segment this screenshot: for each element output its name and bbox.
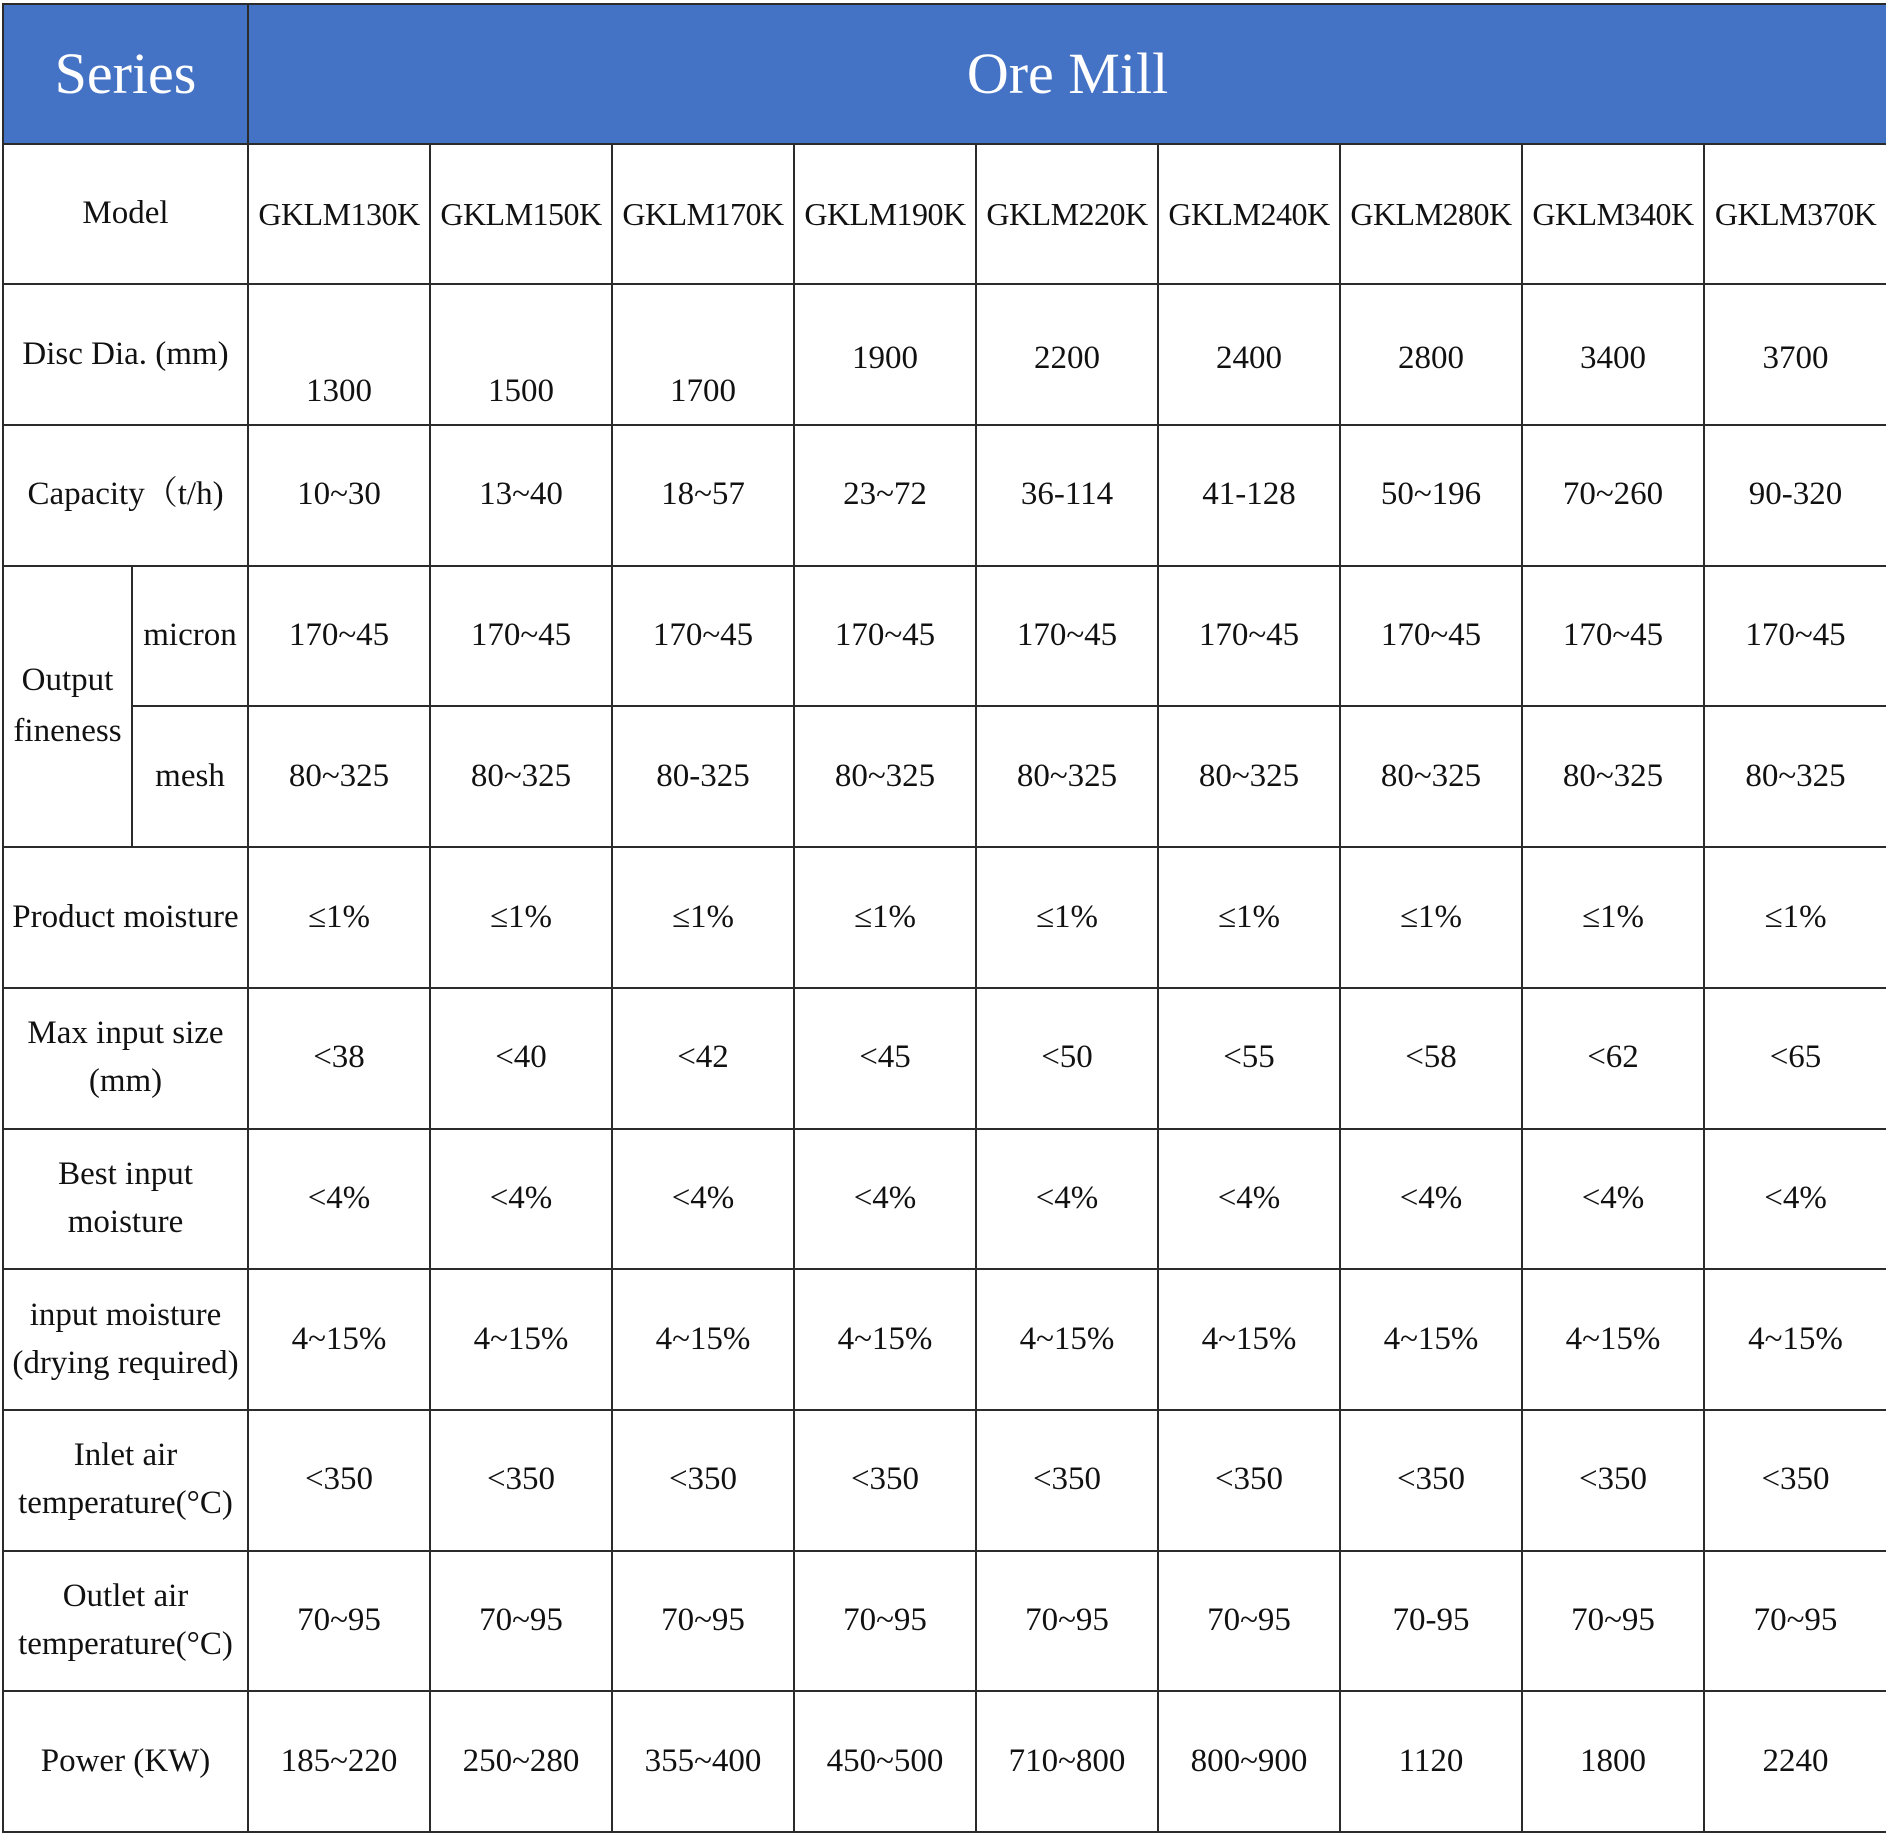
micron-cell: 170~45 [1340, 566, 1522, 707]
max-input-size-cell: <50 [976, 988, 1158, 1129]
row-label-line: moisture [67, 1203, 184, 1240]
product-moisture-cell: ≤1% [976, 847, 1158, 988]
power-cell: 710~800 [976, 1691, 1158, 1832]
series-header-cell: Series [3, 4, 248, 144]
row-label-disc-dia: Disc Dia. (mm) [3, 284, 248, 425]
input-moisture-cell: 4~15% [1340, 1269, 1522, 1410]
best-input-moisture-cell: <4% [1704, 1129, 1886, 1270]
micron-cell: 170~45 [1522, 566, 1704, 707]
model-cell: GKLM190K [794, 144, 976, 285]
ore-mill-spec-table [2, 3, 1886, 1833]
row-label-micron: micron [132, 566, 248, 707]
power-cell: 185~220 [248, 1691, 430, 1832]
capacity-cell: 41-128 [1158, 425, 1340, 566]
mesh-cell: 80~325 [976, 706, 1158, 847]
power-cell: 450~500 [794, 1691, 976, 1832]
row-label-power: Power (KW) [3, 1691, 248, 1832]
row-label-mesh: mesh [132, 706, 248, 847]
row-label-product-moisture: Product moisture [3, 847, 248, 988]
capacity-cell: 10~30 [248, 425, 430, 566]
disc-dia-cell: 1700 [612, 284, 794, 425]
product-moisture-cell: ≤1% [248, 847, 430, 988]
outlet-air-cell: 70~95 [976, 1551, 1158, 1692]
product-moisture-cell: ≤1% [1340, 847, 1522, 988]
max-input-size-cell: <62 [1522, 988, 1704, 1129]
row-label-line: Outlet air [62, 1578, 189, 1615]
row-label-line: (mm) [88, 1063, 163, 1100]
input-moisture-cell: 4~15% [612, 1269, 794, 1410]
inlet-air-cell: <350 [976, 1410, 1158, 1551]
power-cell: 355~400 [612, 1691, 794, 1832]
outlet-air-cell: 70~95 [248, 1551, 430, 1692]
capacity-cell: 50~196 [1340, 425, 1522, 566]
product-moisture-cell: ≤1% [1522, 847, 1704, 988]
product-moisture-cell: ≤1% [612, 847, 794, 988]
max-input-size-cell: <55 [1158, 988, 1340, 1129]
inlet-air-cell: <350 [1522, 1410, 1704, 1551]
disc-dia-cell: 2400 [1158, 284, 1340, 425]
capacity-cell: 70~260 [1522, 425, 1704, 566]
best-input-moisture-cell: <4% [1340, 1129, 1522, 1270]
disc-dia-cell: 1300 [248, 284, 430, 425]
inlet-air-cell: <350 [248, 1410, 430, 1551]
row-label-output-fineness: Output fineness [3, 566, 132, 847]
row-label-outlet-air [3, 1551, 248, 1692]
max-input-size-cell: <45 [794, 988, 976, 1129]
model-cell: GKLM340K [1522, 144, 1704, 285]
disc-dia-cell: 1500 [430, 284, 612, 425]
disc-dia-cell: 2800 [1340, 284, 1522, 425]
micron-cell: 170~45 [1158, 566, 1340, 707]
input-moisture-cell: 4~15% [1522, 1269, 1704, 1410]
disc-dia-cell: 3400 [1522, 284, 1704, 425]
mesh-cell: 80~325 [248, 706, 430, 847]
inlet-air-cell: <350 [1158, 1410, 1340, 1551]
inlet-air-cell: <350 [1340, 1410, 1522, 1551]
row-disc-dia [3, 284, 1886, 425]
disc-dia-cell: 2200 [976, 284, 1158, 425]
row-input-moisture [3, 1269, 1886, 1410]
input-moisture-cell: 4~15% [1158, 1269, 1340, 1410]
row-power [3, 1691, 1886, 1832]
row-model [3, 144, 1886, 285]
mesh-cell: 80-325 [612, 706, 794, 847]
model-cell: GKLM130K [248, 144, 430, 285]
header-row [3, 4, 1886, 144]
row-max-input-size [3, 988, 1886, 1129]
micron-cell: 170~45 [794, 566, 976, 707]
power-cell: 1120 [1340, 1691, 1522, 1832]
row-label-line: temperature(°C) [18, 1485, 233, 1522]
inlet-air-cell: <350 [612, 1410, 794, 1551]
inlet-air-cell: <350 [1704, 1410, 1886, 1551]
disc-dia-cell: 3700 [1704, 284, 1886, 425]
inlet-air-cell: <350 [794, 1410, 976, 1551]
best-input-moisture-cell: <4% [1158, 1129, 1340, 1270]
outlet-air-cell: 70~95 [1522, 1551, 1704, 1692]
product-moisture-cell: ≤1% [430, 847, 612, 988]
max-input-size-cell: <40 [430, 988, 612, 1129]
outlet-air-cell: 70-95 [1340, 1551, 1522, 1692]
model-cell: GKLM370K [1704, 144, 1886, 285]
outlet-air-cell: 70~95 [794, 1551, 976, 1692]
inlet-air-cell: <350 [430, 1410, 612, 1551]
mesh-cell: 80~325 [430, 706, 612, 847]
micron-cell: 170~45 [1704, 566, 1886, 707]
row-outlet-air [3, 1551, 1886, 1692]
row-label-capacity: Capacity（t/h) [3, 425, 248, 566]
input-moisture-cell: 4~15% [430, 1269, 612, 1410]
row-product-moisture [3, 847, 1886, 988]
row-label-line: (drying required) [12, 1344, 239, 1381]
input-moisture-cell: 4~15% [248, 1269, 430, 1410]
power-cell: 1800 [1522, 1691, 1704, 1832]
best-input-moisture-cell: <4% [794, 1129, 976, 1270]
mesh-cell: 80~325 [1522, 706, 1704, 847]
best-input-moisture-cell: <4% [1522, 1129, 1704, 1270]
disc-dia-cell: 1900 [794, 284, 976, 425]
capacity-cell: 90-320 [1704, 425, 1886, 566]
row-label-line: Max input size [27, 1015, 224, 1052]
model-cell: GKLM280K [1340, 144, 1522, 285]
outlet-air-cell: 70~95 [430, 1551, 612, 1692]
product-moisture-cell: ≤1% [794, 847, 976, 988]
mesh-cell: 80~325 [1158, 706, 1340, 847]
best-input-moisture-cell: <4% [430, 1129, 612, 1270]
outlet-air-cell: 70~95 [1158, 1551, 1340, 1692]
best-input-moisture-cell: <4% [612, 1129, 794, 1270]
row-label-line: temperature(°C) [18, 1625, 233, 1662]
row-inlet-air [3, 1410, 1886, 1551]
row-mesh [3, 706, 1886, 847]
mesh-cell: 80~325 [1340, 706, 1522, 847]
row-label-max-input-size [3, 988, 248, 1129]
row-label-input-moisture [3, 1269, 248, 1410]
outlet-air-cell: 70~95 [612, 1551, 794, 1692]
row-capacity [3, 425, 1886, 566]
capacity-cell: 36-114 [976, 425, 1158, 566]
model-cell: GKLM150K [430, 144, 612, 285]
micron-cell: 170~45 [430, 566, 612, 707]
max-input-size-cell: <65 [1704, 988, 1886, 1129]
power-cell: 800~900 [1158, 1691, 1340, 1832]
model-cell: GKLM240K [1158, 144, 1340, 285]
mesh-cell: 80~325 [794, 706, 976, 847]
model-cell: GKLM170K [612, 144, 794, 285]
capacity-cell: 18~57 [612, 425, 794, 566]
ore-mill-title-cell: Ore Mill [248, 4, 1886, 144]
row-label-inlet-air [3, 1410, 248, 1551]
max-input-size-cell: <58 [1340, 988, 1522, 1129]
micron-cell: 170~45 [976, 566, 1158, 707]
capacity-cell: 13~40 [430, 425, 612, 566]
input-moisture-cell: 4~15% [976, 1269, 1158, 1410]
row-label-line: Inlet air [73, 1437, 178, 1474]
row-micron [3, 566, 1886, 707]
product-moisture-cell: ≤1% [1158, 847, 1340, 988]
row-label-best-input-moisture [3, 1129, 248, 1270]
row-label-line: Best input [58, 1156, 193, 1192]
power-cell: 250~280 [430, 1691, 612, 1832]
outlet-air-cell: 70~95 [1704, 1551, 1886, 1692]
row-best-input-moisture [3, 1129, 1886, 1270]
power-cell: 2240 [1704, 1691, 1886, 1832]
model-cell: GKLM220K [976, 144, 1158, 285]
micron-cell: 170~45 [248, 566, 430, 707]
micron-cell: 170~45 [612, 566, 794, 707]
row-label-line: input moisture [29, 1296, 222, 1333]
best-input-moisture-cell: <4% [976, 1129, 1158, 1270]
input-moisture-cell: 4~15% [794, 1269, 976, 1410]
max-input-size-cell: <42 [612, 988, 794, 1129]
best-input-moisture-cell: <4% [248, 1129, 430, 1270]
row-label-model: Model [3, 144, 248, 285]
mesh-cell: 80~325 [1704, 706, 1886, 847]
product-moisture-cell: ≤1% [1704, 847, 1886, 988]
capacity-cell: 23~72 [794, 425, 976, 566]
max-input-size-cell: <38 [248, 988, 430, 1129]
input-moisture-cell: 4~15% [1704, 1269, 1886, 1410]
